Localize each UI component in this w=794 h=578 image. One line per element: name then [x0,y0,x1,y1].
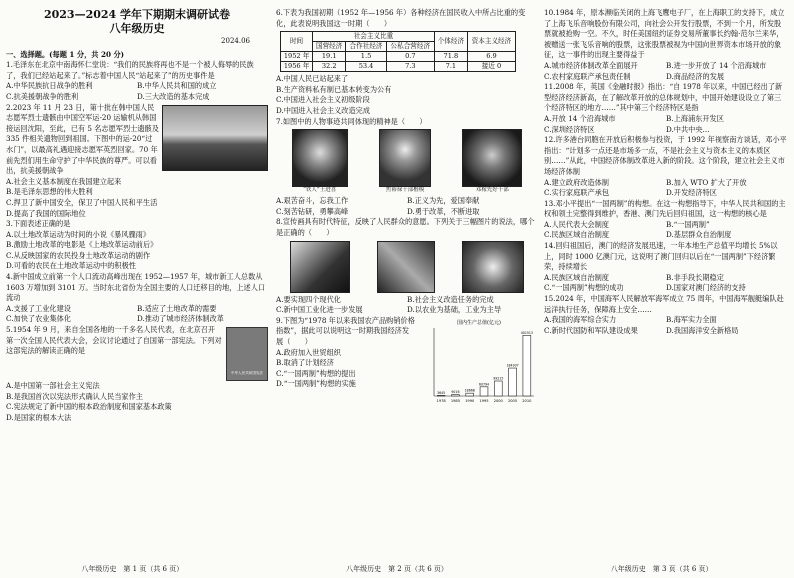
q1-option-a: A.中华民族抗日战争的胜利 [6,81,93,91]
q13-options-row1 [544,220,788,231]
table-cell: 接近 0 [467,62,515,72]
chart-bar [494,381,502,396]
q3-option-b: B.激励土地改革的电影是《上地改革运动前后》 [6,240,158,250]
airplane-photo [162,105,268,171]
q14-option-b: B.非手段长期稳定 [666,272,724,282]
q5-option-a: A.是中国第一部社会主义宪法 [6,381,100,391]
q8-options-row1 [276,295,538,306]
q15-option-d: D.我国海洋安全新格局 [666,325,739,335]
q4-option-d: D.推动了城市经济体制改革 [137,314,224,324]
q1-option-b: B.中华人民共和国的成立 [137,81,217,91]
q13-option-a: A.人民代表大会制度 [544,219,609,229]
portrait-1 [292,129,348,194]
q13-option-c: C.民族区域自治制度 [544,230,610,240]
question-4: 4.新中国成立前第一个人口流动高峰出现在 1952—1957 年，城市新工人总数从 1603 万增加到 3101 万。当时东北省份为全国主要的人口迁移目的地，上述人口流动 [6,272,266,303]
table-row [281,52,516,62]
q9-text [276,316,416,408]
q11-option-d: D.中共中央... [666,124,710,134]
q3-option-c: C.从反映国家的农民投身土地改革运动的剧作 [6,250,151,260]
q2-option-b: B.是毛泽东思想的伟大胜利 [6,187,93,197]
q4-option-c: C.加快了农业集体化 [6,314,72,324]
question-10: 10.1984 年，原本濒临关闭的上海飞鹰电子厂，在上海职工的支持下，成立了上海飞乐音响股份有限公司，向社会公开发行股票，不到一个月，所发股票就被抢购一空。不久，时任美国纽约证券交易所董事长约翰·范尔兰来华，被赠送一张飞乐音响的股票，这张股票被视为中国向世界资本市场开放的象征，这一事件的出现主要得益于 [544,8,785,60]
table-row [281,62,516,72]
footer-page-3: 八年级历史 第 3 页（共 6 页） [610,565,713,573]
q10-option-c: C.农村家庭联产承包责任制 [544,71,631,81]
poster-3 [462,241,524,293]
q7-option-c: C.刻苦钻研，勇攀高峰 [276,206,349,216]
q9-block [276,316,538,408]
footer-page-2: 八年级历史 第 2 页（共 6 页） [346,565,448,573]
table-sub-joint: 公私合营经济 [386,42,434,52]
portrait-3 [462,129,522,194]
data-label: 401513 [520,330,533,335]
portrait-1-caption: “铁人”王进喜 [303,187,337,194]
q1-options-row2 [6,92,268,103]
data-label: 99215 [493,376,504,381]
x-tick-label: 2010 [522,398,532,403]
column-1 [6,8,268,578]
question-13: 13.邓小平提出“一国两制”的构想。在这一构想指导下，中华人民共和国的主权和领土完整得到维护，香港、澳门先后回归祖国，这一构想的核心是 [544,198,786,219]
q13-options-row2 [544,230,788,241]
portrait-3-caption: 邓稼先好干部 [475,187,509,194]
q1-option-d: D.三大改造的基本完成 [137,91,210,101]
question-8: 8.宣传画具有时代特征，反映了人民群众的意愿。下列关于三幅图片的说法，哪个是正确的（ ） [276,217,535,237]
q6-option-c: C.中国进入社会主义初级阶段 [276,95,370,105]
x-tick-label: 1990 [465,398,475,403]
q12-option-c: C.实行家庭联产承包 [544,188,610,198]
table-cell: 7.3 [386,62,434,72]
q12-options-row1 [544,178,788,189]
question-3: 3.下面表述正确的是 [6,219,71,229]
chart-bar [466,393,474,396]
table-sub-state: 国营经济 [313,42,346,52]
question-12: 12.许多港台同胞在开放后积极参与投资，于 1992 年视察南方谈话，邓小平指出：“计划多一点还是市场多一点，不是社会主义与资本主义的本质区别……”从此，中国经济体制改革进入新的阶段。这个阶段，建立社会主义市场经济体制 [544,135,787,176]
footer-page-1: 八年级历史 第 1 页（共 6 页） [81,565,184,573]
data-label: 184937 [506,363,519,368]
q3-option-d: D.可看的农民在土地改革运动中的积极性 [6,261,136,271]
q6-option-d: D.中国进入社会主义改造完成 [276,105,371,115]
q6-option-b: B.生产资料私有制已基本转变为公有 [276,84,392,94]
q1-options-row1 [6,81,268,92]
exam-date: 2024.06 [221,37,250,45]
q7-portraits [276,129,538,194]
q8-option-a: A.要实现四个现代化 [276,294,341,304]
section-heading: 一、选择题。(每题 1 分，共 20 分) [6,49,125,59]
portrait-2 [379,129,431,194]
q7-options-row1 [276,196,538,207]
data-label: 9016 [451,389,460,394]
q5-option-b: B.是我国首次以宪法形式确认人民当家作主 [6,391,143,401]
chart-bar [523,335,531,396]
q10-option-d: D.商品经济的发展 [666,71,725,81]
q8-option-b: B.社会主义改造任务的完成 [407,294,494,304]
data-label: 60794 [478,382,490,387]
table-cell: 32.2 [313,62,346,72]
q11-options-row2 [544,125,788,136]
table-cell: 1952 年 [281,52,313,62]
x-tick-label: 2005 [507,398,518,403]
portrait-2-caption: 焦裕禄干部楷模 [385,187,425,194]
table-cell: 1956 年 [281,62,313,72]
q1-option-c: C.抗美援朝战争的胜利 [6,91,79,101]
q14-options-row1 [544,273,788,284]
q15-options-row2 [544,326,788,337]
exam-subtitle: 八年级历史 [109,22,165,35]
question-9: 9.下图为“1978 年以来我国农产品购销价格指数”，据此可以说明这一时期我国经济发展（ ） [276,315,415,346]
q12-options-row2 [544,188,788,199]
poster-1 [290,241,350,293]
q4-options-row2 [6,314,268,325]
chart-bar [437,395,445,396]
q15-options-row1 [544,315,788,326]
q11-option-a: A.开放 14 个沿海城市 [544,113,616,123]
table-head-capitalist: 资本主义经济 [467,32,515,52]
q11-option-b: B.上海浦东开发区 [666,113,724,123]
q5-option-d: D.是国家的根本大法 [6,412,72,422]
column-3 [544,8,788,578]
table-cell: 71.8 [434,52,467,62]
q2-option-d: D.提高了我国的国际地位 [6,208,86,218]
economy-table [280,31,516,72]
q10-option-a: A.城市经济体制改革全面展开 [544,60,638,70]
q15-option-a: A.我国的海军综合实力 [544,315,617,325]
data-label: 18668 [464,388,475,393]
exam-title: 2023—2024 学年下期期末调研试卷 [43,8,231,21]
question-1: 1.毛泽东在北京中南海怀仁堂说：“我们的民族将再也不是一个被人侮辱的民族了，我们已经站起来了。”标志着中国人民“站起来了”的历史事件是 [6,60,254,80]
chart-title: 国内生产总值(亿元) [457,319,501,326]
q8-posters [276,241,538,293]
question-15: 15.2024 年，中国海军人民解放军海军成立 75 周年，中国海军舰艇编队赴远洋执行任务，保障海上安全…… [544,294,784,314]
table-sub-coop: 合作社经济 [346,42,387,52]
q10-options-row2 [544,72,788,83]
q2-block [6,103,268,177]
q9-option-a: A.政府加入世贸组织 [276,347,341,357]
data-label: 3645 [437,390,446,395]
q13-option-d: D.基层群众自治制度 [666,230,732,240]
q7-option-b: B.正义为先，爱国奉献 [407,196,480,206]
q15-option-c: C.新时代国防和军队建设成果 [544,325,638,335]
q5-block [6,325,268,381]
q4-option-b: B.适应了土地改革的需要 [137,303,217,313]
q2-option-c: C.捍卫了新中国安全，保卫了中国人民和平生活 [6,197,158,207]
portrait-1-photo [292,129,348,187]
q15-option-b: B.海军实力全面 [666,315,717,325]
q13-option-b: B.“一国两制” [666,219,710,229]
q14-option-c: C.“一国两制”构想的成功 [544,283,624,293]
x-tick-label: 1978 [436,398,446,403]
x-tick-label: 1985 [450,398,461,403]
x-tick-label: 1995 [479,398,489,403]
table-head-time: 时间 [281,32,313,52]
q5-option-c: C.宪法规定了新中国的根本政治制度和国家基本政策 [6,402,172,412]
chart-bar [480,387,488,396]
q11-option-c: C.深圳经济特区 [544,124,595,134]
constitution-cover-text: 中华人民共和国宪法 [230,371,264,376]
q9-option-c: C.“一国两制”构想的提出 [276,368,356,378]
table-cell: 7.1 [434,62,467,72]
x-tick-label: 2000 [493,398,503,403]
gdp-bar-chart [420,316,538,408]
column-2 [276,8,538,578]
question-2: 2.2023 年 11 月 23 日，第十批在韩中国人民志愿军烈士遗骸由中国空军运-20 运输机从韩国接运回沈阳，至此，已有 5 名志愿军烈士遗骸及 335 件相关遗物回到祖国。下图中的运-20“过水门”，以最高礼遇迎接志愿军英烈回家。70 年前先烈们用生命守护了中华民族的尊严。可以看出，抗美援朝战争 [6,102,159,176]
question-7: 7.如图中的人物事迹共同体现的精神是（ ） [276,116,427,126]
table-cell: 53.4 [346,62,387,72]
q12-option-a: A.建立政府改造体制 [544,177,609,187]
q14-option-a: A.民族区域自治制度 [544,272,609,282]
q6-option-a: A.中国人民已站起来了 [276,74,349,84]
q7-option-d: D.勇于改革，不断进取 [407,206,480,216]
q8-option-c: C.新中国工业化进一步发展 [276,305,363,315]
portrait-2-photo [379,129,431,187]
q12-option-d: D.开发经济特区 [666,188,717,198]
q4-option-a: A.支援了工业化建设 [6,303,71,313]
q14-option-d: D.国家对澳门经济的支持 [666,283,746,293]
chart-bar [509,368,517,396]
q4-options-row1 [6,304,268,315]
question-5: 5.1954 年 9 月，来自全国各地的一千多名人民代表，在北京召开第一次全国人民代表大会，会议讨论通过了自国第一部宪法。下列对这部宪法的解读正确的是 [6,325,222,356]
question-6: 6.下表为我国初期（1952 年—1956 年）各种经济在国民收入中所占比重的变化，此表说明我国这一时期（ ） [276,8,526,28]
page-footers [0,564,794,574]
question-11: 11.2008 年，英国《金融时报》指出：“自 1978 年以来，中国已经出了新型经济经济新高，在了解改革开放的总体规划中，中国开始建设设立了第三个经济特区的地方……”其中第三个经济特区是指 [544,82,783,113]
question-14: 14.回归祖国后，澳门的经济发展迅速，一年本地生产总值平均增长 5%以上，同时 1000 亿澳门元，这说明了澳门回归以后在“一国两制”下经济繁荣，持续增长 [544,241,778,272]
q10-option-b: B.进一步开放了 14 个沿海城市 [666,60,767,70]
q10-options-row1 [544,61,788,72]
q8-option-d: D.以农业为基础，工业为主导 [407,305,502,315]
q7-option-a: A.艰苦奋斗，忘我工作 [276,196,349,206]
q9-option-d: D.“一国两制”构想的实施 [276,379,356,389]
q8-options-row2 [276,305,538,316]
poster-2 [377,241,435,293]
table-cell: 6.9 [467,52,515,62]
q2-option-a: A.社会主义基本制度在我国建立起来 [6,176,122,186]
q3-option-a: A.以土地改革运动为时间的小说《暴风骤雨》 [6,229,151,239]
q12-option-b: B.加入 WTO 扩大了开放 [666,177,747,187]
table-cell: 1.5 [346,52,387,62]
q7-options-row2 [276,207,538,218]
q14-options-row2 [544,283,788,294]
table-head-socialist: 社会主义比重 [313,32,435,42]
constitution-cover [226,327,268,381]
table-cell: 0.7 [386,52,434,62]
chart-bar [452,394,460,395]
q11-options-row1 [544,114,788,125]
portrait-3-photo [462,129,522,187]
table-head-individual: 个体经济 [434,32,467,52]
table-cell: 19.1 [313,52,346,62]
q9-option-b: B.取消了计划经济 [276,358,334,368]
